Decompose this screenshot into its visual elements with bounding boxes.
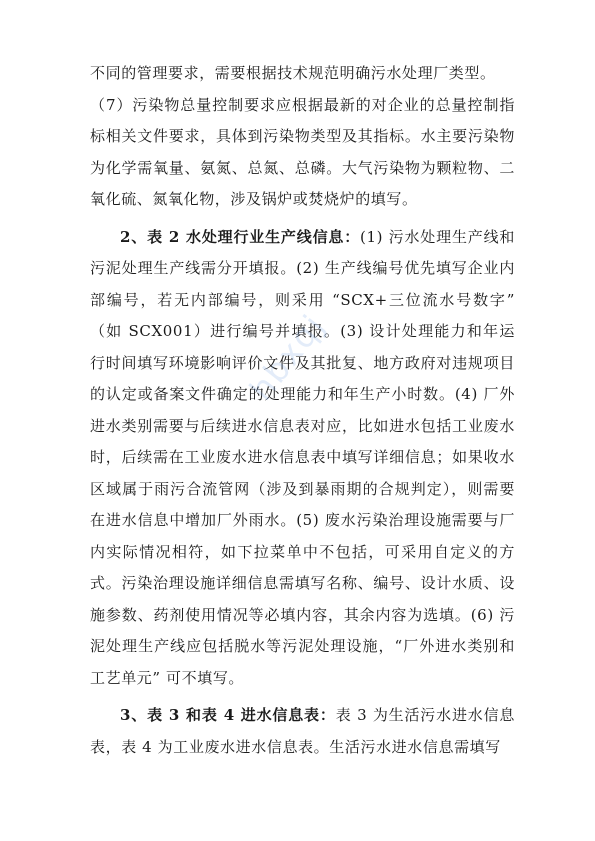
paragraph-continuation: 不同的管理要求，需要根据技术规范明确污水处理厂类型。 xyxy=(90,64,496,82)
paragraph-item-7: （7）污染物总量控制要求应根据最新的对企业的总量控制指标相关文件要求，具体到污染物类型及其指标。水主要污染物为化学需氧量、氨氮、总氮、总磷。大气污染物为颗粒物、二氧化硫、氮氧化物，涉及锅炉或焚烧炉的填写。 xyxy=(90,95,515,208)
watermark: hbxqj xyxy=(242,306,333,408)
paragraph-table-2 xyxy=(90,222,515,695)
paragraph-table-3-4 xyxy=(90,700,515,763)
document-page xyxy=(90,58,515,763)
section-body-table-3-4: 表 3 为生活污水进水信息表，表 4 为工业废水进水信息表。生活污水进水信息需填写 xyxy=(90,706,515,756)
section-heading-table-2: 2、表 2 水处理行业生产线信息： xyxy=(120,227,361,246)
section-body-table-2: (1) 污水处理生产线和污泥处理生产线需分开填报。(2) 生产线编号优先填写企业内部编号，若无内部编号，则采用 “SCX+三位流水号数字” （如 SCX001）进行编号并填报。(3) 设计处理能力和年运行时间填写环境影响评价文件及其批复、地方政府对违规项目的认定或备案文件确定的处理能力和年生产小时数。(4) 厂外进水类别需要与后续进水信息表对应，比如进水包括工业废水时，后续需在工业废水进水信息表中填写详细信息；如果收水区域属于雨污合流管网（涉及到暴雨期的合规判定），则需要在进水信息中增加厂外雨水。(5) 废水污染治理设施需要与厂内实际情况相符，如下拉菜单中不包括，可采用自定义的方式。污染治理设施详细信息需填写名称、编号、设计水质、设施参数、药剂使用情况等必填内容，其余内容为选填。(6) 污泥处理生产线应包括脱水等污泥处理设施，“厂外进水类别和工艺单元” 可不填写。 xyxy=(90,227,515,687)
section-heading-table-3-4: 3、表 3 和表 4 进水信息表： xyxy=(120,706,336,724)
